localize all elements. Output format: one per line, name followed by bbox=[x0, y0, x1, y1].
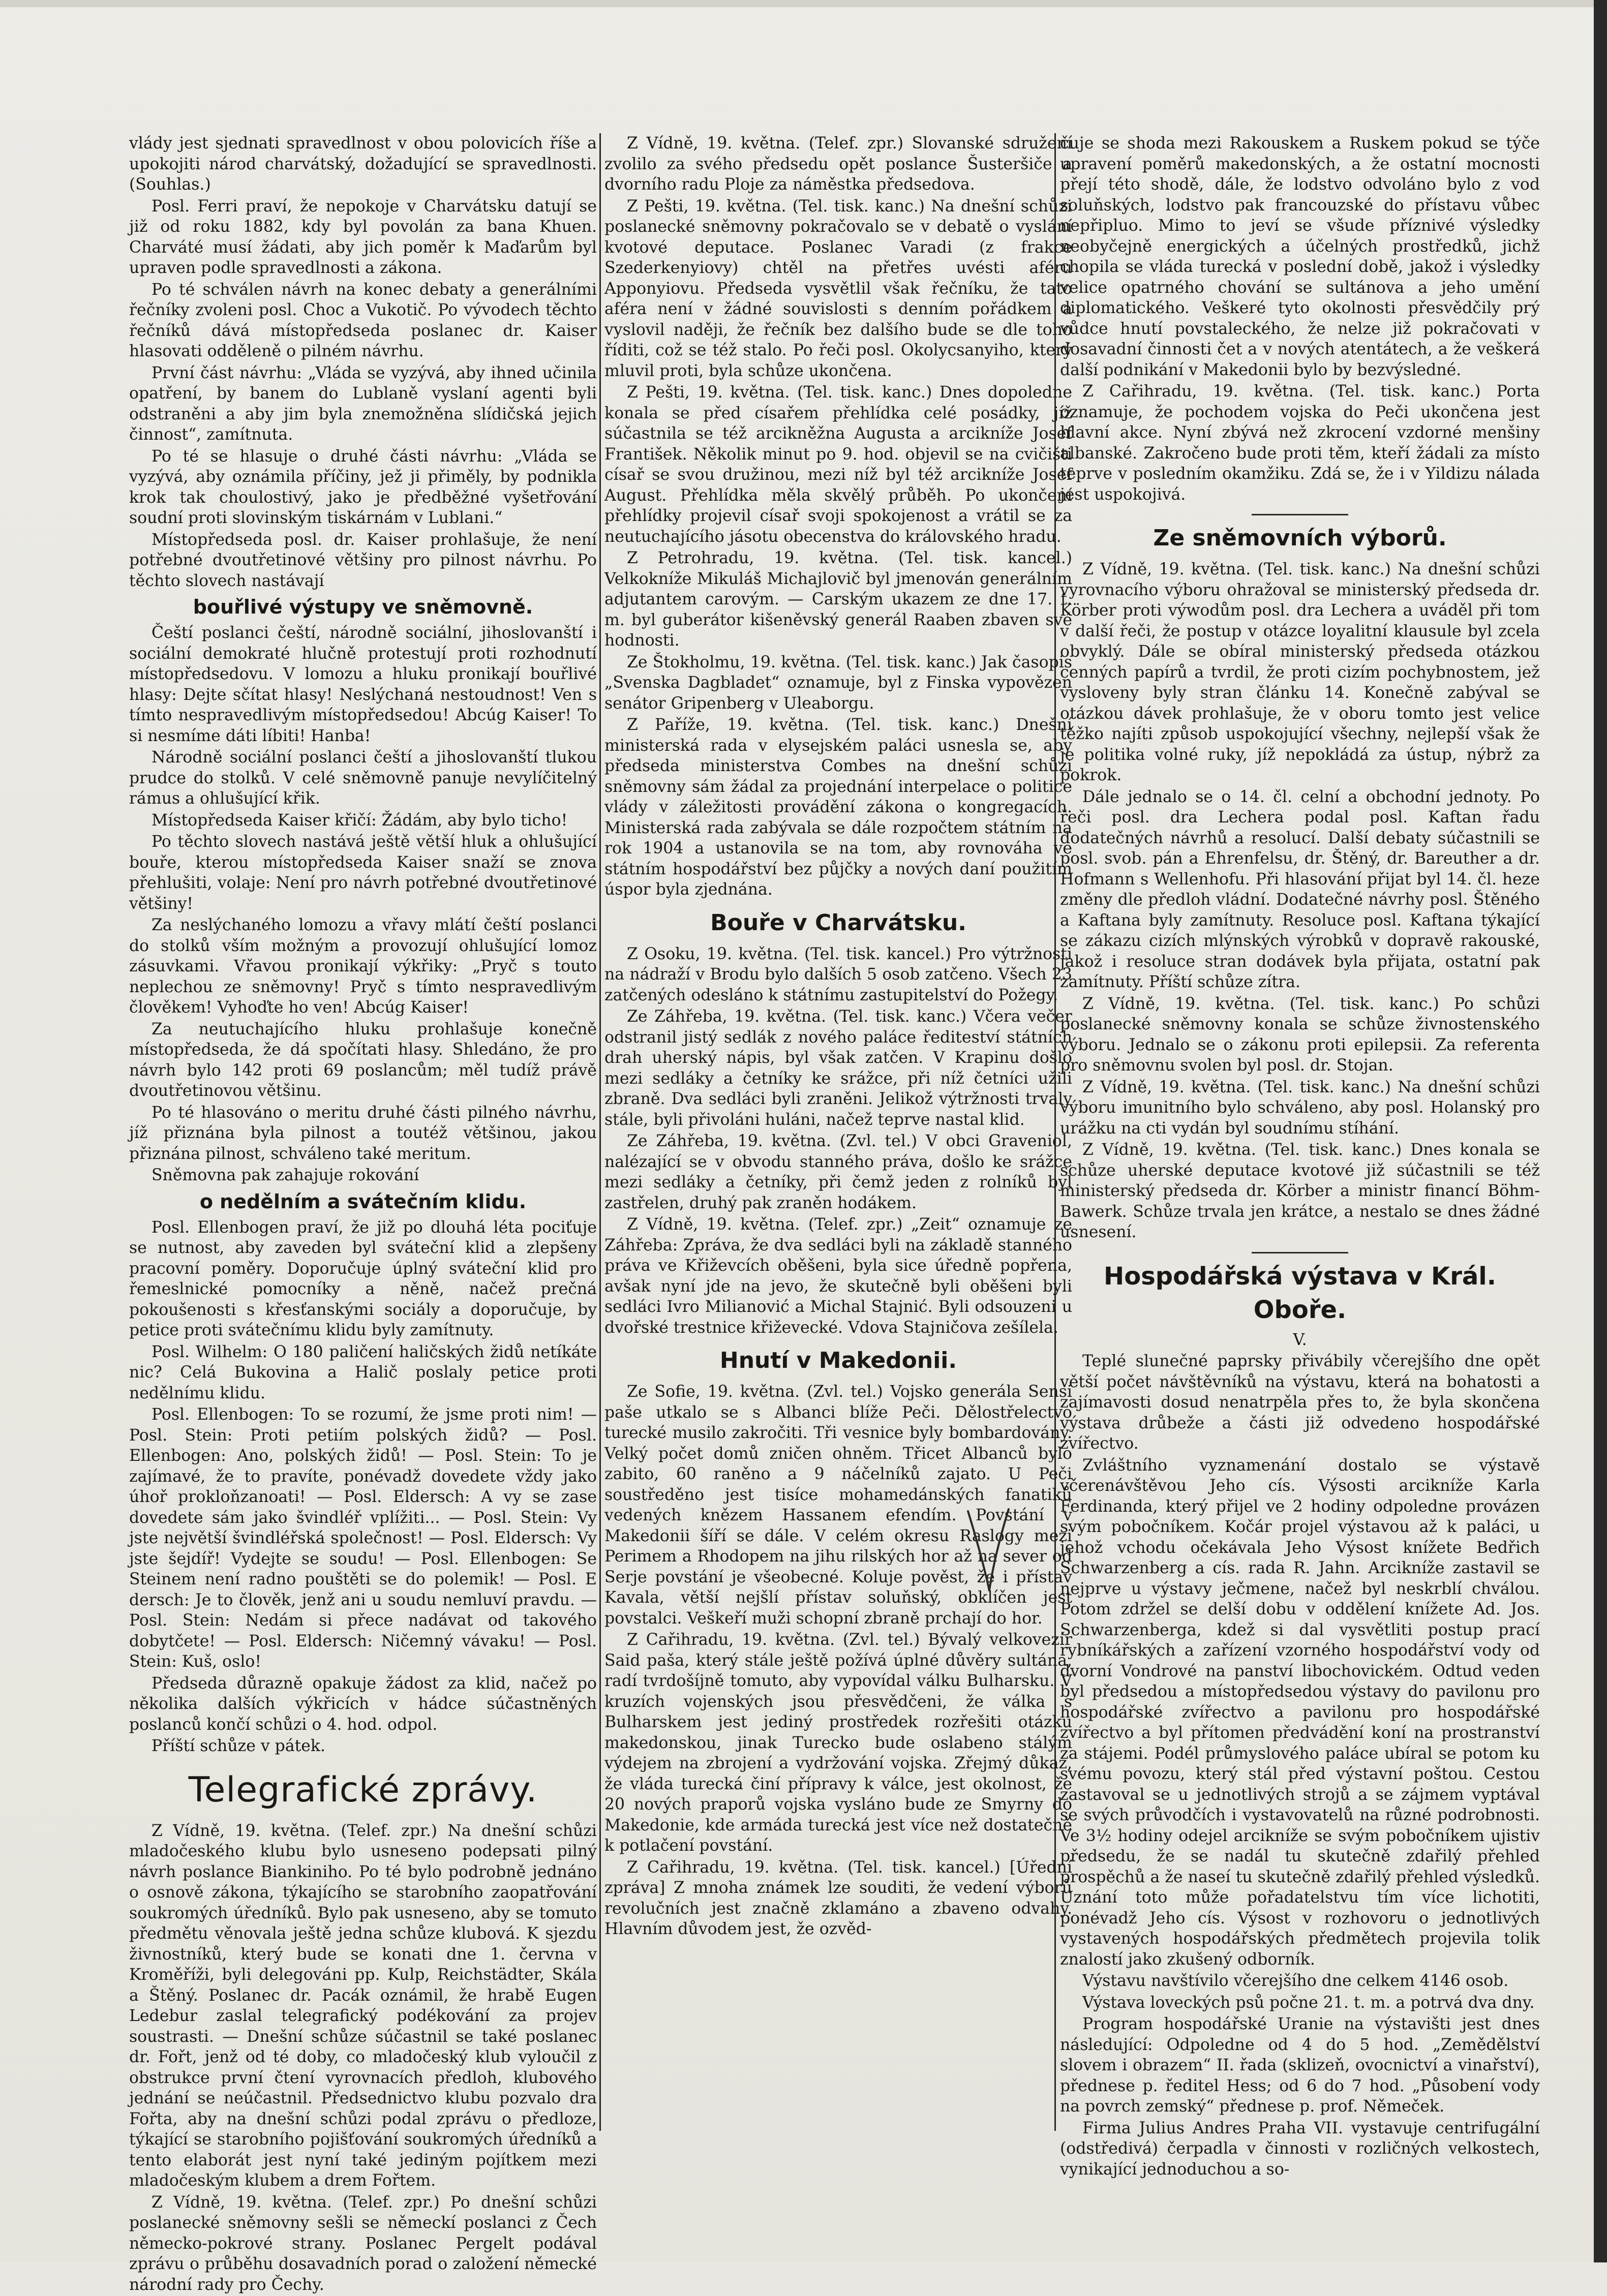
paragraph: Dále jednalo se o 14. čl. celní a obchodní jednoty. Po řeči posl. dra Lechera podal posl. Kaftan řadu dodatečných návrhů a resolucí. Další debaty súčastnili se posl. svob. pán a Ehrenfelsu, dr. Štěný, dr. Bareuther a dr. Hofmann s Wellenhofu. Při hlasování přijat byl 14. čl. heze změny dle předloh vládní. Dodatečné návrhy posl. Štěného a Kaftana byly zamítnuty. Resoluce posl. Kaftana týkající se zákazu cizích mlýnských výrobků v dopravě rakouské, jakož i resoluce stran dodávek byla přijata, ostatní pak zamítnuty. Příští schůze zítra. bbox=[1060, 787, 1540, 991]
paragraph: Ze Štokholmu, 19. května. (Tel. tisk. kanc.) Jak časopis „Svenska Dagbladet“ oznamuje, byl z Finska vypovězen senátor Gripenberg v Uleaborgu. bbox=[604, 653, 1072, 713]
section-divider bbox=[1252, 514, 1348, 515]
paragraph: Za neslýchaného lomozu a vřavy mlátí čeští poslanci do stolků vším možným a provozují ohlušující lomoz zásuvkami. Vřavou pronikají výkřiky: „Pryč s touto neplechou ze sněmovny! Pryč s tímto nespravedlivým člověkem! Vyhoďte ho ven! Abcúg Kaiser! bbox=[129, 916, 597, 1017]
paragraph: Z Vídně, 19. května. (Tel. tisk. kanc.) Na dnešní schůzi vyrovnacího výboru ohražoval se ministerský předseda dr. Körber proti výwodům posl. dra Lechera a uváděl při tom v další řeči, že postup v otázce loyalitní klausule byl zcela obvyklý. Dále se obíral ministerský předseda otázkou cenných papírů a tvrdil, že proti cizím pochybnostem, jež vysloveny byly stran článku 14. Konečně zabýval se otázkou dávek prohlašuje, že v oboru tomto jest velice těžko najíti způsob uspokojující všechny, nejlepší však že je politika volné ruky, jíž nepokládá za ústup, nýbrž za pokrok. bbox=[1060, 560, 1540, 784]
section-divider bbox=[1252, 1252, 1348, 1253]
paragraph: vlády jest sjednati spravedlnost v obou polovicích říše a upokojiti národ charvátský, dožadující se spravedlnosti. (Souhlas.) bbox=[129, 134, 597, 194]
paragraph: Z Vídně, 19. května. (Telef. zpr.) Po dnešní schůzi poslanecké sněmovny sešli se německí poslanci z Čech německo-pokrové strany. Poslanec Pergelt podával zprávu o průběhu dosavadních porad o založení německé národní rady pro Čechy. bbox=[129, 2193, 597, 2294]
paragraph: Z Petrohradu, 19. května. (Tel. tisk. kancel.) Velkokníže Mikuláš Michajlovič byl jmenován generálním adjutantem carovým. — Carským ukazem ze dne 17. t. m. byl guberátor kišeněvský generál Raaben zbaven své hodnosti. bbox=[604, 549, 1072, 650]
paragraph: Posl. Ferri praví, že nepokoje v Charvátsku datují se již od roku 1882, kdy byl povolán za bana Khuen. Charváté musí žádati, aby jich poměr k Maďarům byl upraven podle spravedlnosti a zákona. bbox=[129, 197, 597, 277]
paragraph: Teplé slunečné paprsky přivábily včerejšího dne opět větší počet návštěvníků na výstavu, která na bohatosti a zajímavosti dosud nenatrpěla přes to, že byla skončena výstava drůbeže a části již odvedeno hospodářské zvířectvo. bbox=[1060, 1352, 1540, 1453]
paragraph: Z Cařihradu, 19. května. (Tel. tisk. kancel.) [Úřední zpráva] Z mnoha známek lze souditi, že vedení výborů revolučních jest značně zklamáno a zbaveno odvahy. Hlavním důvodem jest, že ozvěd- bbox=[604, 1858, 1072, 1938]
paragraph: Ze Záhřeba, 19. května. (Tel. tisk. kanc.) Včera večer odstranil jistý sedlák z nového paláce řediteství státních drah uherský nápis, byl však zatčen. V Krapinu došlo mezi sedláky a četníky ke srážce, při níž četníci užili zbraně. Dva sedláci byli zraněni. Jelikož výtržnosti trvaly stále, byli přivoláni huláni, načež teprve nastal klid. bbox=[604, 1007, 1072, 1129]
paragraph: Po té se hlasuje o druhé části návrhu: „Vláda se vyzývá, aby oznámila příčiny, jež ji přiměly, by podnikla krok tak choulostivý, jako je předběžné vyšetřování soudní proti slovinským tiskárnám v Lublani.“ bbox=[129, 447, 597, 527]
heading-storm-in-croatia: Bouře v Charvátsku. bbox=[710, 909, 966, 936]
paragraph: Posl. Ellenbogen praví, že již po dlouhá léta pociťuje se nutnost, aby zaveden byl sváteční klid a zlepšeny pracovní poměry. Doporučuje úplný sváteční klid pro řemeslnické pomocníky a něně, načež prečná pokoušenosti s křesťanskými sociály a doporučuje, by petice proti svátečnímu klidu byly zamítnuty. bbox=[129, 1218, 597, 1339]
subheading-sunday-rest: o nedělním a svátečním klidu. bbox=[199, 1190, 527, 1213]
paragraph: Předseda důrazně opakuje žádost za klid, načež po několika dalších výkřicích v hádce súčastněných poslanců končí schůzi o 4. hod. odpol. bbox=[129, 1674, 597, 1734]
paragraph: První část návrhu: „Vláda se vyzývá, aby ihned učinila opatření, by banem do Lublaně vyslaní agenti byli odstraněni a aby jim byla znemožněna slídičská jejich činnost“, zamítnuta. bbox=[129, 363, 597, 444]
paragraph: Ze Záhřeba, 19. května. (Zvl. tel.) V obci Graveniol, nalézající se v obvodu stanného práva, došlo ke srážce mezi sedláky a četníky, při čemž jeden z rolníků byl zastřelen, druhý pak zraněn hodákem. bbox=[604, 1132, 1072, 1212]
paragraph: čuje se shoda mezi Rakouskem a Ruskem pokud se týče upravení poměrů makedonských, a že ostatní mocnosti přejí této shodě, dále, že lodstvo odvoláno bylo z vod soluňských, lodstvo pak francouzské do přístavu vůbec nepřipluo. Mimo to jeví se všude příznivé výsledky neobyčejně energických a účelných prostředků, jichž chopila se vláda turecká v poslední době, jakož i výsledky velice opatrného chování se sultánova a jeho umění diplomatického. Veškeré tyto okolnosti přesvědčily prý vůdce hnutí povstaleckého, že nelze již pokračovati v dosavadní činnosti čet a v nových atentátech, a že veškerá další podnikání v Makedonii bylo by bezvýsledné. bbox=[1060, 134, 1540, 379]
paragraph: Program hospodářské Uranie na výstavišti jest dnes následující: Odpoledne od 4 do 5 hod. „Zemědělství slovem i obrazem“ II. řada (sklizeň, ovocnictví a vinařství), přednese p. ředitel Hess; od 6 do 7 hod. „Působení vody na povrch zemský“ přednese p. prof. Němeček. bbox=[1060, 2015, 1540, 2116]
heading-movement-in-macedonia: Hnutí v Makedonii. bbox=[719, 1348, 957, 1373]
heading-telegraphic-reports: Telegrafické zprávy. bbox=[188, 1769, 538, 1810]
column-1 bbox=[129, 133, 597, 2296]
column-3 bbox=[1060, 133, 1540, 2181]
paragraph: Z Vídně, 19. května. (Tel. tisk. kanc.) Dnes konala se schůze uherské deputace kvotové již súčastnili se též ministerský předseda dr. Körber a ministr financí Böhm-Bawerk. Schůze trvala jen krátce, a nestalo se dnes žádné usnesení. bbox=[1060, 1141, 1540, 1241]
paragraph: Z Vídně, 19. května. (Telef. zpr.) „Zeit“ oznamuje ze Záhřeba: Zpráva, že dva sedláci byli na základě stanného práva ve Křiževcích oběšeni, byla sice úředně popřena, avšak nyní jde na jevo, že skutečně byli oběšeni byli sedláci Ivro Milianović a Michal Stajnić. Byli odsouzeni u dvořské trestnice křiževecké. Vdova Stajničova zešílela. bbox=[604, 1215, 1072, 1337]
page-top-edge bbox=[0, 0, 1607, 7]
column-rule-1 bbox=[599, 133, 601, 2131]
paragraph: Sněmovna pak zahajuje rokování bbox=[151, 1166, 419, 1184]
paragraph: Národně sociální poslanci čeští a jihoslovanští tlukou prudce do stolků. V celé sněmovně panuje nevylíčitelný rámus a ohlušující křik. bbox=[129, 748, 597, 808]
paragraph: Posl. Wilhelm: O 180 paličení haličských židů netíkáte nic? Celá Bukovina a Halič poslaly petice proti nedělnímu klidu. bbox=[129, 1342, 597, 1402]
paragraph: Z Cařihradu, 19. května. (Zvl. tel.) Bývalý velkovezír Said paša, který stále ještě požívá úplné důvěry sultána, radí tvrdošíjně tomuto, aby vypovídal válku Bulharsku. V kruzích vojenských jsou přesvědčeni, že válka s Bulharskem jest jediný prostředek rozřešiti otázku makedonskou, jinak Turecko bude oslabeno stálým výdejem na zbrojení a vydržování vojska. Zřejmý důkaz, že vláda turecká činí přípravy k válce, jest okolnost, že 20 nových praporů vojska vysláno bude ze Smyrny do Makedonie, kde armáda turecká jest více než dostatečně k potlačení povstání. bbox=[604, 1631, 1072, 1855]
paragraph: Po té schválen návrh na konec debaty a generálními řečníky zvoleni posl. Choc a Vukotič. Po vývodech těchto řečníků dává místopředseda poslanec dr. Kaiser hlasovati odděleně o pilném návrhu. bbox=[129, 280, 597, 360]
paragraph: Čeští poslanci čeští, národně sociální, jihoslovanští i sociální demokraté hlučně protestují proti rozhodnutí místopředsedovu. V lomozu a hluku pronikají bouřlivé hlasy: Dejte sčítat hlasy! Neslýchaná nestoudnost! Ven s tímto nespravedlivým místopředsedou! Abcúg Kaiser! To si nesmíme dáti líbiti! Hanba! bbox=[129, 624, 597, 745]
paragraph: Zvláštního vyznamenání dostalo se výstavě včerenávštěvou Jeho cís. Výsosti arcikníže Karla Ferdinanda, který přijel ve 2 hodiny odpoledne provázen svým pobočníkem. Kočár projel výstavou až k paláci, u jehož vchodu očekávala Jeho Výsost knížete Bedřich Schwarzenberg a cís. rada R. Jahn. Arcikníže zastavil se nejprve u výstavy ječmene, načež byl neskrblí chválou. Potom zdržel se delší dobu v oddělení knížete Ad. Jos. Schwarzenberga, kdež si dal vysvětliti postup prací rybníkářských a zařízení vzorného hospodářství vody od dvorní Vondrové na panství libochovickém. Odtud veden byl předsedou a místopředsedou výstavy do pavilonu pro hospodářské zvířectvo a pavilonu pro hospodářské zvířectvo a byl přítomen předvádění koní na prostranství za stájemi. Podél průmyslového paláce ubíral se potom ku svému povozu, který stál před výstavní poštou. Cestou zastavoval se u jednotlivých strojů a se zájmem vyptával se svých průvodčích i vystavovatelů na různé podrobnosti. Ve 3½ hodiny odejel arcikníže se svým pobočníkem ujistiv předsedu, že se nadál tu skutečně zdařilý přehled prospěchů a že naseí tu skutečně zdařilý přehled výsledků. Uznání toto může pořadatelstvu tím více lichotiti, ponévadž Jeho cís. Výsost v rozhovoru o jednotlivých vystavených hospodářských předmětech projevila tolik znalostí jako zkušený odborník. bbox=[1060, 1456, 1540, 1969]
part-number: V. bbox=[1293, 1330, 1307, 1349]
paragraph: Ze Sofie, 19. května. (Zvl. tel.) Vojsko generála Sensi paše utkalo se s Albanci blíže Peči. Dělostřelectvo turecké musilo zakročiti. Tři vesnice byly bombardovány. Velký počet domů zničen ohněm. Třicet Albanců bylo zabito, 60 raněno a 9 náčelníků zajato. U Peči soustředěno jest tisíce mohamedánských fanatiků vedených knězem Hassanem efendím. Povstání v Makedonii šíří se dále. V celém okresu Raslogy mezi Perimem a Rhodopem na jihu rilských hor až na sever od Serje povstání je všeobecné. Koluje pověst, že i přístav Kavala, větší nejšlí přístav soluňský, obklíčen jest povstalci. Veškeří muži schopní zbraně prchají do hor. bbox=[604, 1383, 1072, 1628]
heading-agricultural-exhibition: Hospodářská výstava v Král. Oboře. bbox=[1104, 1262, 1496, 1324]
paragraph: Firma Julius Andres Praha VII. vystavuje centrifugální (odstředivá) čerpadla v činnosti v rozličných velkostech, vynikající jednoduchou a so- bbox=[1060, 2119, 1540, 2179]
paragraph: Výstavu navštívilo včerejšího dne celkem 4146 osob. bbox=[1082, 1972, 1509, 1990]
subheading-stormy-scenes: bouřlivé výstupy ve sněmovně. bbox=[193, 596, 533, 618]
paragraph: Místopředseda posl. dr. Kaiser prohlašuje, že není potřebné dvoutřetinové většiny pro pilnost návrhu. Po těchto slovech nastávají bbox=[129, 530, 597, 590]
paragraph: Výstava loveckých psů počne 21. t. m. a potrvá dva dny. bbox=[1082, 1993, 1535, 2012]
paragraph: Z Pešti, 19. května. (Tel. tisk. kanc.) Na dnešní schůzi poslanecké sněmovny pokračovalo se v debatě o vyslání kvotové deputace. Poslanec Varadi (z frakce Szederkenyiovy) chtěl na přetřes uvésti aféru Apponyiovu. Předseda vysvětlil však řečníku, že tato aféra není v žádné souvislosti s denním pořádkem a vyslovil naději, že řečník bez dalšího bude se dle toho říditi, což se též stalo. Po řeči posl. Okolycsanyiho, který mluvil proti, byla schůze ukončena. bbox=[604, 197, 1072, 380]
paragraph: Za neutuchajícího hluku prohlašuje konečně místopředseda, že dá spočítati hlasy. Shledáno, že pro návrh bylo 142 proti 69 poslancům; měl tudíž právě dvoutřetinovou většinu. bbox=[129, 1020, 597, 1100]
paragraph: Po těchto slovech nastává ještě větší hluk a ohlušující bouře, kterou místopředseda Kaiser snaží se znova přehlušiti, volaje: Není pro návrh potřebné dvoutřetinové většiny! bbox=[129, 833, 597, 913]
paragraph: Příští schůze v pátek. bbox=[151, 1737, 326, 1755]
paragraph: Posl. Ellenbogen: To se rozumí, že jsme proti nim! — Posl. Stein: Proti petiím polských židů? — Posl. Ellenbogen: Ano, polských židů! — Posl. Stein: To je zajímavé, že to pravíte, ponévadž dovedete vždy jako úhoř prokloňzanoati! — Posl. Eldersch: A vy se zase dovedete sám jako švindléř vplížiti... — Posl. Stein: Vy jste největší švindléřská společnost! — Posl. Eldersch: Vy jste šejdíř! Vydejte se soudu! — Posl. Ellenbogen: Se Steinem není radno pouštěti se do polemik! — Posl. E dersch: Je to člověk, jenž ani u soudu nemluví pravdu. — Posl. Stein: Nedám si přece nadávat od takového dobytčete! — Posl. Eldersch: Ničemný vávaku! — Posl. Stein: Kuš, oslo! bbox=[129, 1405, 597, 1671]
paragraph: Z Osoku, 19. května. (Tel. tisk. kancel.) Pro výtržnosti na nádraží v Brodu bylo dalších 5 osob zatčeno. Všech 23 zatčených odesláno k státnímu zastupitelství do Požegy. bbox=[604, 944, 1072, 1004]
paragraph: Z Vídně, 19. května. (Tel. tisk. kanc.) Po schůzi poslanecké sněmovny konala se schůze živnostenského výboru. Jednalo se o zákonu proti epilepsii. Za referenta pro sněmovnu svolen byl posl. dr. Stojan. bbox=[1060, 994, 1540, 1075]
paragraph: Z Vídně, 19. května. (Tel. tisk. kanc.) Na dnešní schůzi výboru imunitního bylo schváleno, aby posl. Holanský pro urážku na cti vydán byl soudnímu stíhání. bbox=[1060, 1078, 1540, 1138]
column-2 bbox=[604, 133, 1072, 1941]
paragraph: Z Vídně, 19. května. (Telef. zpr.) Slovanské sdružení zvolilo za svého předsedu opět poslance Šusteršiče a dvorního radu Ploje za náměstka předsedova. bbox=[604, 134, 1072, 194]
pencil-check-mark bbox=[965, 1507, 1011, 1594]
scan-edge bbox=[1594, 0, 1607, 2262]
paragraph: Z Cařihradu, 19. května. (Tel. tisk. kanc.) Porta oznamuje, že pochodem vojska do Peči ukončena jest hlavní akce. Nyní zbývá než zkrocení vzdorné menšiny albanské. Zakročeno bude proti těm, kteří žádali za místo teprve v posledním okamžiku. Zdá se, že i v Yildizu nálada jest uspokojivá. bbox=[1060, 382, 1540, 504]
paragraph: Místopředseda Kaiser křičí: Žádám, aby bylo ticho! bbox=[151, 811, 568, 830]
paragraph: Z Vídně, 19. května. (Telef. zpr.) Na dnešní schůzi mladočeského klubu bylo usneseno podepsati pilný návrh poslance Biankiniho. Po té bylo podrobně jednáno o osnově zákona, týkajícího se starobního zaopatřování soukromých úředníků. Bylo pak usneseno, aby se tomuto předmětu věnovala ještě jedna schůze klubová. K sjezdu živnostníků, který bude se konati dne 1. června v Kroměříži, byli delegováni pp. Kulp, Reichstädter, Skála a Štěný. Poslanec dr. Pacák oznámil, že hrabě Eugen Ledebur zaslal telegrafický podékování za projev soustrasti. — Dnešní schůze súčastnil se také poslanec dr. Fořt, jenž od té doby, co mladočeský klub vyloučil z obstrukce první čtení vyrovnacích předloh, klubového jednání se neúčastnil. Předsednictvo klubu pozvalo dra Fořta, aby na dnešní schůzi podal zprávu o předloze, týkající se starobního pojišťování soukromých úředníků a tento elaborát jest nyní také jediným pojítkem mezi mladočeským klubem a drem Fořtem. bbox=[129, 1821, 597, 2190]
paragraph: Z Paříže, 19. května. (Tel. tisk. kanc.) Dnešní ministerská rada v elysejském paláci usnesla se, aby předseda ministerstva Combes na dnešní schůzi sněmovny sám žádal za projednání interpelace o politice vlády v záležitosti provádění zákona o kongregacích. Ministerská rada zabývala se dále rozpočtem státním na rok 1904 a ustanovila se na tom, aby rovnováha ve státním hospodářství bez půjčky a nových daní použitím úspor byla zjednána. bbox=[604, 716, 1072, 899]
heading-committees: Ze sněmovních výborů. bbox=[1153, 525, 1447, 551]
paragraph: Z Pešti, 19. května. (Tel. tisk. kanc.) Dnes dopoledne konala se před císařem přehlídka celé posádky, jíž súčastnila se též arcikněžna Augusta a arcikníže Josef František. Několik minut po 9. hod. objevil se na cvičišti císař se svou družinou, mezi níž byl též arcikníže Josef August. Přehlídka měla skvělý průběh. Po ukončení přehlídky projevil císař svoji spokojenost a vrátil se za neutuchajícího jásotu obecenstva do královského hradu. bbox=[604, 383, 1072, 546]
paragraph: Po té hlasováno o meritu druhé části pilného návrhu, jíž přiznána byla pilnost a toutéž většinou, jakou přiznána pilnost, schváleno také meritum. bbox=[129, 1103, 597, 1163]
